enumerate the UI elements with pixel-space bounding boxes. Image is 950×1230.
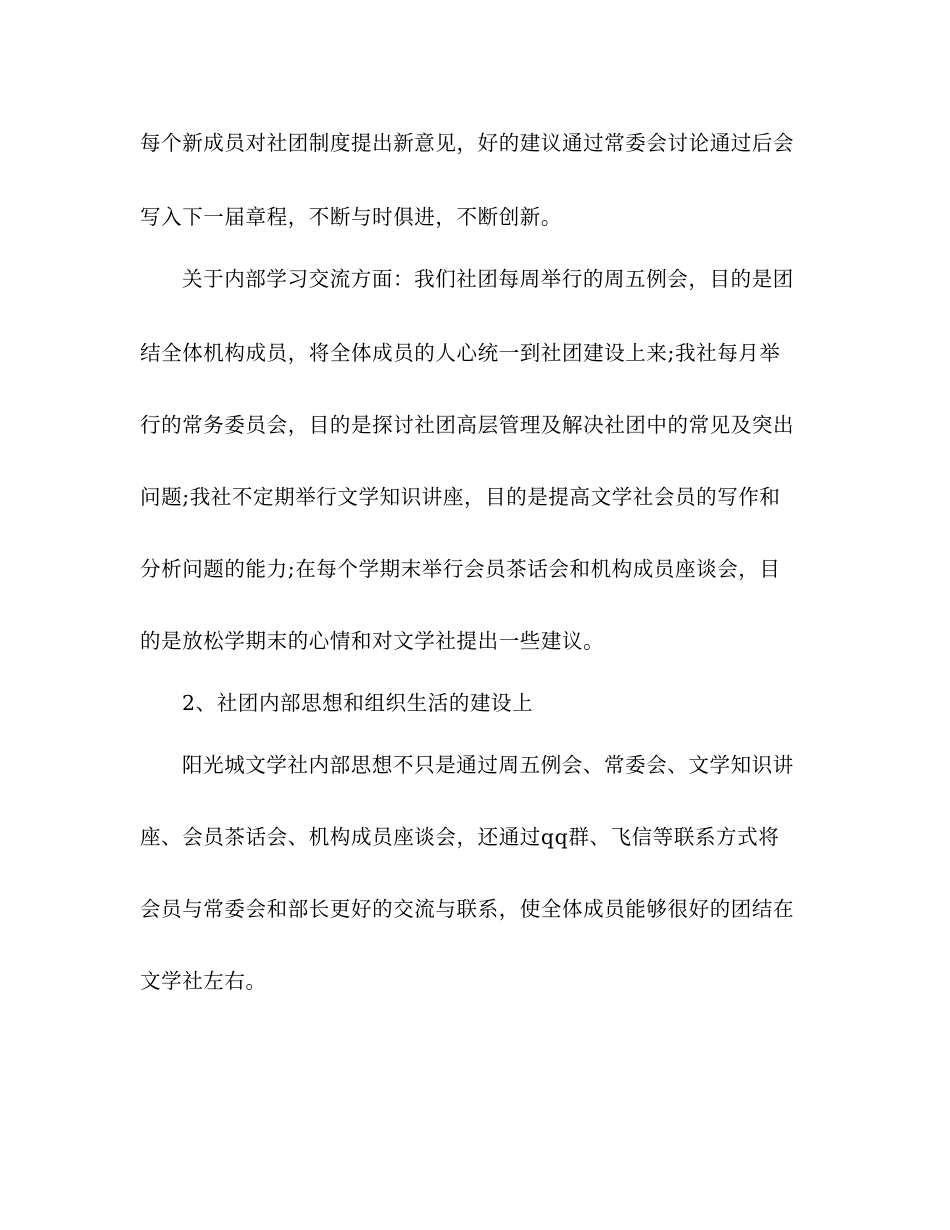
paragraph-3-line-4: 文学社左右。 [140,969,267,993]
paragraph-1-line-2: 写入下一届章程，不断与时俱进，不断创新。 [140,205,562,229]
paragraph-2-line-2: 结全体机构成员，将全体成员的人心统一到社团建设上来;我社每月举 [140,341,781,365]
paragraph-3-line-2: 座、会员茶话会、机构成员座谈会，还通过qq群、飞信等联系方式将 [140,825,780,849]
paragraph-2-line-6: 的是放松学期末的心情和对文学社提出一些建议。 [140,629,605,653]
section-heading: 2、社团内部思想和组织生活的建设上 [182,691,534,715]
paragraph-2-line-5: 分析问题的能力;在每个学期末举行会员茶话会和机构成员座谈会，目 [140,557,781,581]
paragraph-2-line-3: 行的常务委员会，目的是探讨社团高层管理及解决社团中的常见及突出 [140,413,795,437]
paragraph-3-line-3: 会员与常委会和部长更好的交流与联系，使全体成员能够很好的团结在 [140,897,795,921]
paragraph-3-line-1: 阳光城文学社内部思想不只是通过周五例会、常委会、文学知识讲 [182,753,794,777]
paragraph-1-line-1: 每个新成员对社团制度提出新意见，好的建议通过常委会讨论通过后会 [140,131,795,155]
paragraph-2-line-1: 关于内部学习交流方面：我们社团每周举行的周五例会，目的是团 [182,267,794,291]
paragraph-2-line-4: 问题;我社不定期举行文学知识讲座，目的是提高文学社会员的写作和 [140,485,781,509]
